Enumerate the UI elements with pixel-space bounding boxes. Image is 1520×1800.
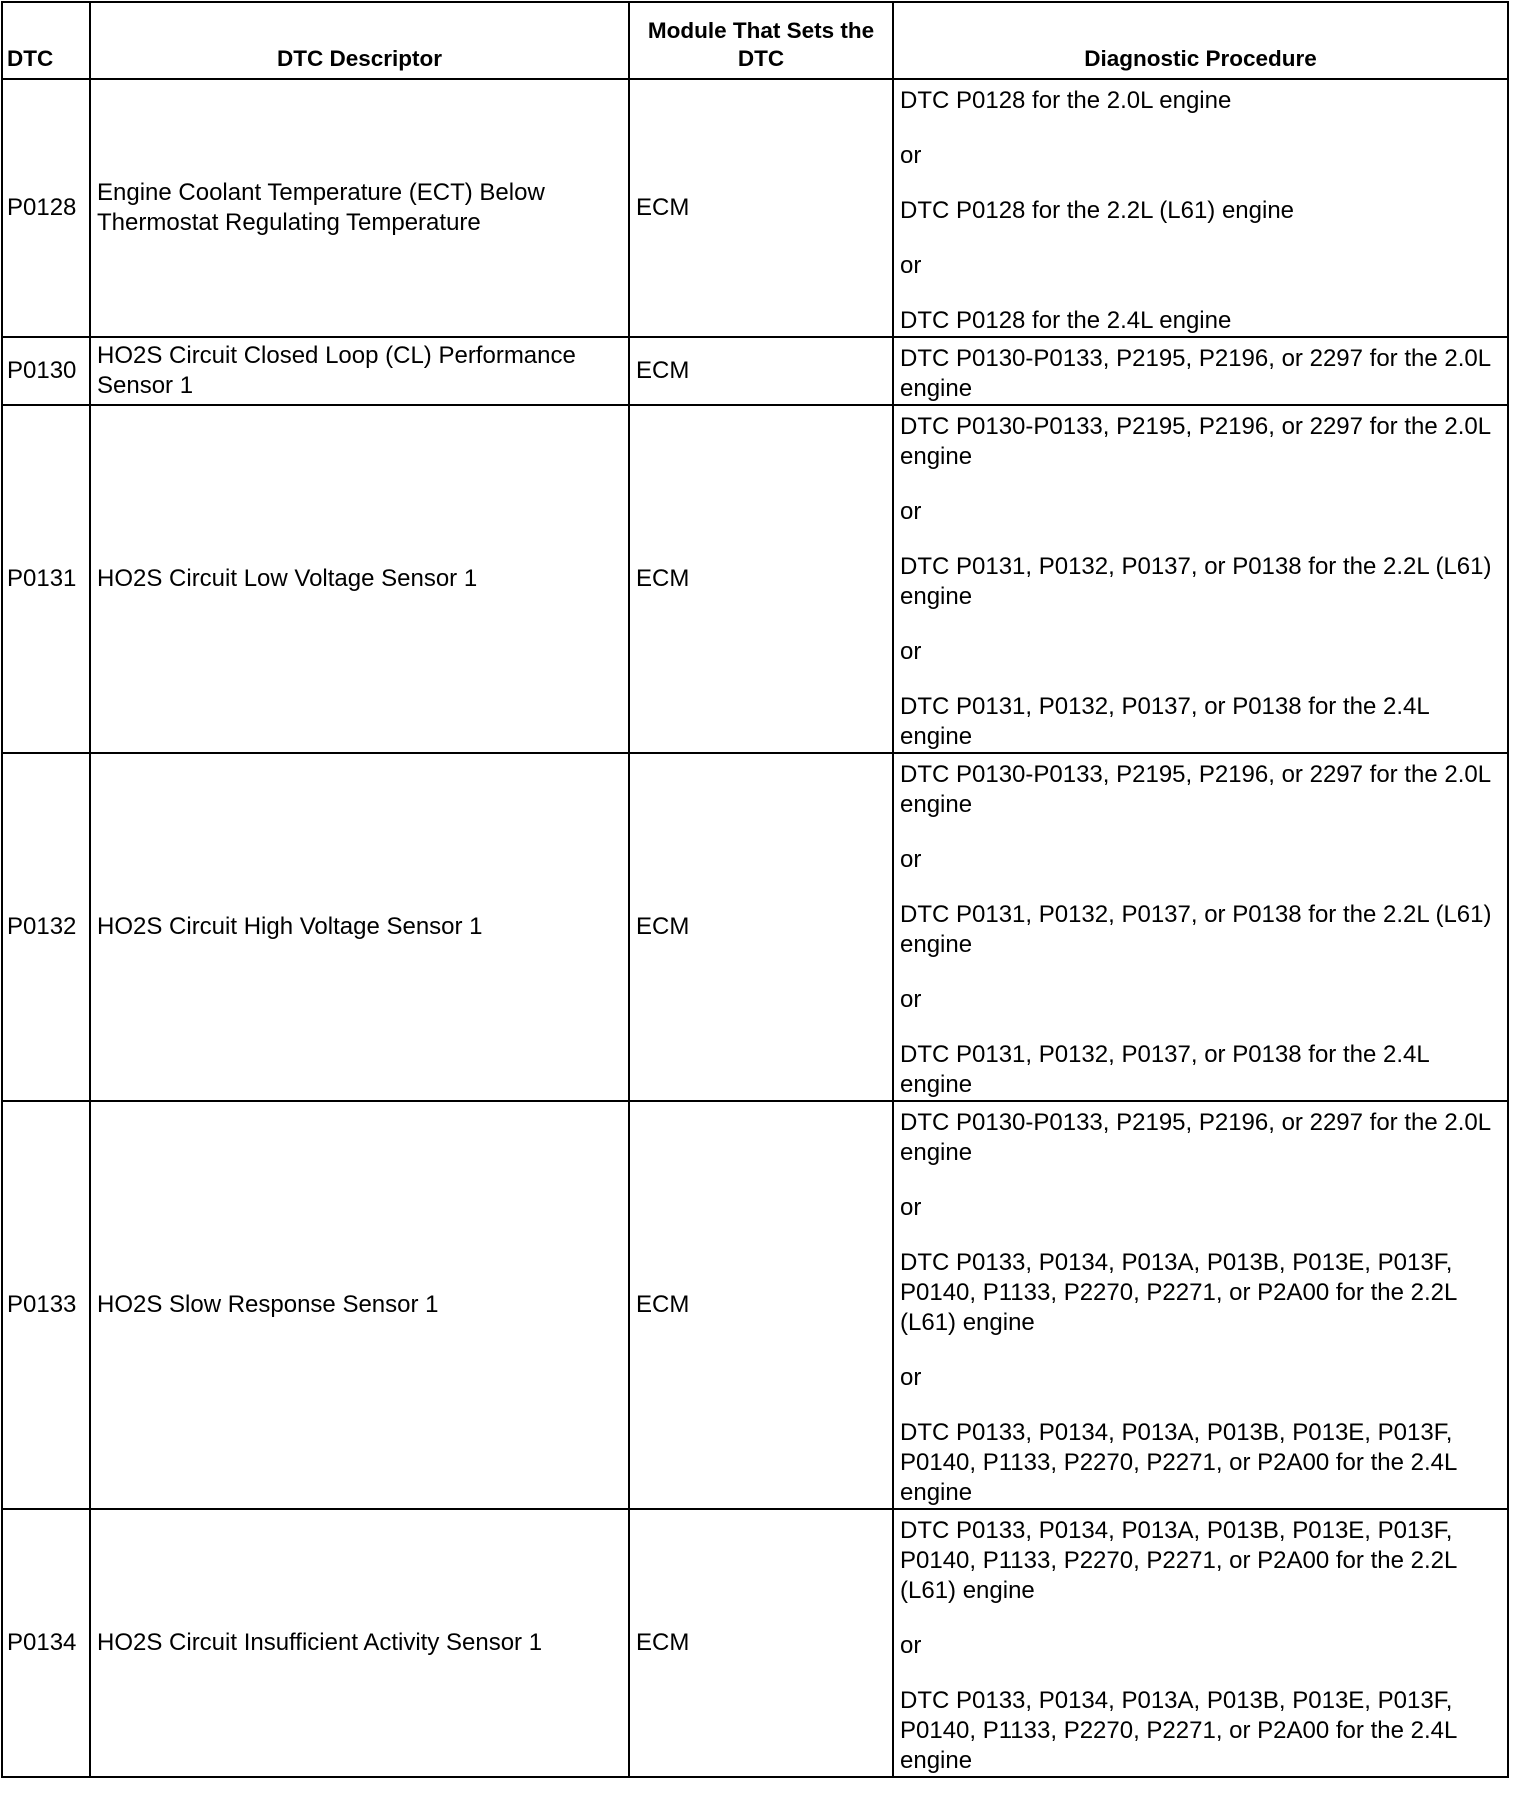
procedure-link[interactable]: DTC P0130-P0133, P2195, P2196, or 2297 for the 2.0L engine <box>900 1109 1491 1166</box>
dtc-code: P0134 <box>2 1509 90 1777</box>
procedure-link[interactable]: DTC P0131, P0132, P0137, or P0138 for the 2.4L engine <box>900 693 1429 750</box>
procedure-or: or <box>900 252 922 279</box>
dtc-descriptor: HO2S Circuit Insufficient Activity Sensor 1 <box>90 1509 629 1777</box>
header-descriptor: DTC Descriptor <box>90 2 629 79</box>
dtc-descriptor: HO2S Circuit Closed Loop (CL) Performance Sensor 1 <box>90 337 629 405</box>
table-row <box>2 79 1508 337</box>
header-procedure: Diagnostic Procedure <box>893 2 1508 79</box>
procedure-link[interactable]: DTC P0128 for the 2.2L (L61) engine <box>900 197 1295 224</box>
procedure-link[interactable]: DTC P0131, P0132, P0137, or P0138 for the 2.4L engine <box>900 1041 1429 1098</box>
procedure-or: or <box>900 986 922 1013</box>
dtc-descriptor: HO2S Circuit High Voltage Sensor 1 <box>90 753 629 1101</box>
procedure-link[interactable]: DTC P0133, P0134, P013A, P013B, P013E, P013F, P0140, P1133, P2270, P2271, or P2A00 for the 2.4L engine <box>900 1419 1457 1506</box>
procedure-link[interactable]: DTC P0133, P0134, P013A, P013B, P013E, P013F, P0140, P1133, P2270, P2271, or P2A00 for the 2.2L (L61) engine <box>900 1249 1457 1336</box>
dtc-document <box>1 1 1507 1778</box>
diagnostic-procedure <box>893 753 1508 1101</box>
procedure-link[interactable]: DTC P0130-P0133, P2195, P2196, or 2297 for the 2.0L engine <box>900 413 1491 470</box>
dtc-descriptor: HO2S Slow Response Sensor 1 <box>90 1101 629 1509</box>
table-row <box>2 1101 1508 1509</box>
header-dtc: DTC <box>2 2 90 79</box>
table-body <box>2 79 1508 1777</box>
procedure-link[interactable]: DTC P0130-P0133, P2195, P2196, or 2297 for the 2.0L engine <box>900 345 1491 402</box>
table-row <box>2 753 1508 1101</box>
procedure-or: or <box>900 846 922 873</box>
table-row <box>2 405 1508 753</box>
procedure-or: or <box>900 1632 922 1659</box>
table-row <box>2 337 1508 405</box>
procedure-or: or <box>900 142 922 169</box>
diagnostic-procedure <box>893 337 1508 405</box>
module-name: ECM <box>629 79 893 337</box>
module-name: ECM <box>629 405 893 753</box>
dtc-code: P0132 <box>2 753 90 1101</box>
diagnostic-procedure <box>893 405 1508 753</box>
dtc-descriptor: Engine Coolant Temperature (ECT) Below Thermostat Regulating Temperature <box>90 79 629 337</box>
dtc-code: P0130 <box>2 337 90 405</box>
dtc-code: P0128 <box>2 79 90 337</box>
dtc-descriptor: HO2S Circuit Low Voltage Sensor 1 <box>90 405 629 753</box>
diagnostic-procedure <box>893 1101 1508 1509</box>
module-name: ECM <box>629 1101 893 1509</box>
diagnostic-procedure <box>893 1509 1508 1777</box>
dtc-code: P0131 <box>2 405 90 753</box>
procedure-link[interactable]: DTC P0133, P0134, P013A, P013B, P013E, P013F, P0140, P1133, P2270, P2271, or P2A00 for the 2.2L (L61) engine <box>900 1517 1457 1604</box>
procedure-link[interactable]: DTC P0128 for the 2.4L engine <box>900 307 1232 334</box>
procedure-or: or <box>900 498 922 525</box>
header-row <box>2 2 1508 79</box>
procedure-link[interactable]: DTC P0128 for the 2.0L engine <box>900 87 1232 114</box>
dtc-code: P0133 <box>2 1101 90 1509</box>
procedure-link[interactable]: DTC P0130-P0133, P2195, P2196, or 2297 for the 2.0L engine <box>900 761 1491 818</box>
procedure-link[interactable]: DTC P0131, P0132, P0137, or P0138 for the 2.2L (L61) engine <box>900 901 1492 958</box>
dtc-table <box>1 1 1509 1778</box>
procedure-link[interactable]: DTC P0133, P0134, P013A, P013B, P013E, P013F, P0140, P1133, P2270, P2271, or P2A00 for the 2.4L engine <box>900 1687 1457 1774</box>
procedure-link[interactable]: DTC P0131, P0132, P0137, or P0138 for the 2.2L (L61) engine <box>900 553 1492 610</box>
module-name: ECM <box>629 753 893 1101</box>
diagnostic-procedure <box>893 79 1508 337</box>
procedure-or: or <box>900 1364 922 1391</box>
module-name: ECM <box>629 1509 893 1777</box>
table-row <box>2 1509 1508 1777</box>
procedure-or: or <box>900 1194 922 1221</box>
module-name: ECM <box>629 337 893 405</box>
procedure-or: or <box>900 638 922 665</box>
header-module: Module That Sets the DTC <box>629 2 893 79</box>
